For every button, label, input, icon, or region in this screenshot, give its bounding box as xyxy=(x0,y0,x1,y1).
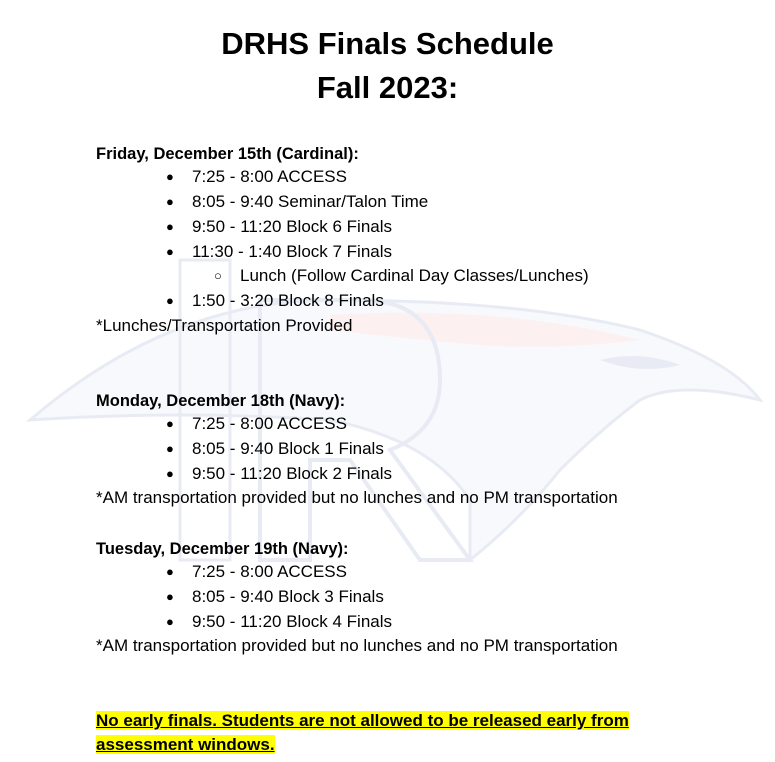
section-note-friday: *Lunches/Transportation Provided xyxy=(96,316,353,335)
bullet-icon: ● xyxy=(166,564,174,579)
bullet-icon: ● xyxy=(166,244,174,259)
list-item-text: 8:05 - 9:40 Seminar/Talon Time xyxy=(192,192,429,211)
section-heading-monday: Monday, December 18th (Navy): xyxy=(96,392,346,410)
list-item-text: Lunch (Follow Cardinal Day Classes/Lunches) xyxy=(240,266,589,285)
list-item-text: 7:25 - 8:00 ACCESS xyxy=(192,562,347,581)
hollow-bullet-icon: ○ xyxy=(214,268,222,283)
section-heading-friday: Friday, December 15th (Cardinal): xyxy=(96,145,359,163)
section-heading-tuesday: Tuesday, December 19th (Navy): xyxy=(96,540,349,558)
list-item-text: 9:50 - 11:20 Block 6 Finals xyxy=(192,217,393,236)
list-item-text: 9:50 - 11:20 Block 4 Finals xyxy=(192,612,393,631)
bullet-icon: ● xyxy=(166,169,174,184)
list-item-text: 8:05 - 9:40 Block 3 Finals xyxy=(192,587,384,606)
bullet-icon: ● xyxy=(166,466,174,481)
page-title-line-1: DRHS Finals Schedule xyxy=(221,26,554,61)
bullet-icon: ● xyxy=(166,441,174,456)
bullet-icon: ● xyxy=(166,293,174,308)
list-item-text: 7:25 - 8:00 ACCESS xyxy=(192,167,347,186)
list-item-text: 1:50 - 3:20 Block 8 Finals xyxy=(192,291,384,310)
bullet-icon: ● xyxy=(166,416,174,431)
warning-line-1: No early finals. Students are not allowed to be released early from xyxy=(96,711,629,730)
list-item-text: 7:25 - 8:00 ACCESS xyxy=(192,414,347,433)
list-item-text: 8:05 - 9:40 Block 1 Finals xyxy=(192,439,384,458)
early-release-warning xyxy=(96,709,696,757)
list-item-text: 11:30 - 1:40 Block 7 Finals xyxy=(192,242,393,261)
warning-line-2: assessment windows. xyxy=(96,735,275,754)
section-note-tuesday: *AM transportation provided but no lunches and no PM transportation xyxy=(96,636,618,655)
list-item-text: 9:50 - 11:20 Block 2 Finals xyxy=(192,464,393,483)
bullet-icon: ● xyxy=(166,614,174,629)
section-note-monday: *AM transportation provided but no lunches and no PM transportation xyxy=(96,488,618,507)
bullet-icon: ● xyxy=(166,219,174,234)
bullet-icon: ● xyxy=(166,194,174,209)
bullet-icon: ● xyxy=(166,589,174,604)
page-title-line-2: Fall 2023: xyxy=(316,70,459,105)
